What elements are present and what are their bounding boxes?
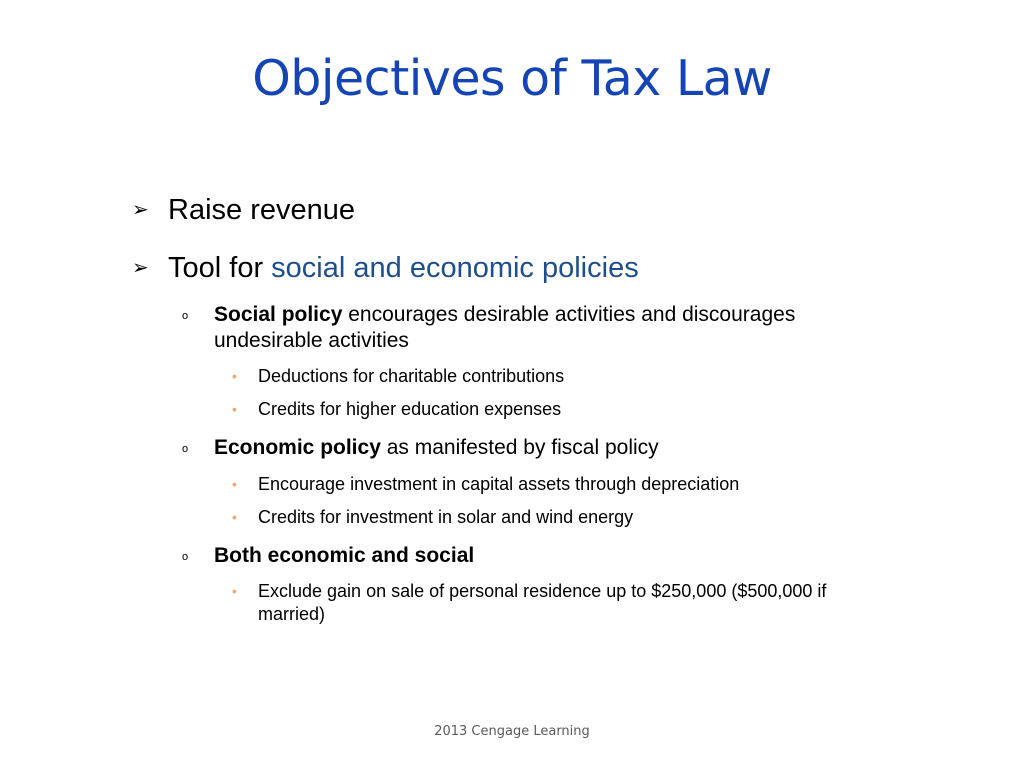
circle-bullet-icon: o — [182, 310, 189, 322]
dot-bullet-icon: • — [232, 509, 237, 525]
policy-item-social — [182, 302, 902, 354]
dot-bullet-icon: • — [232, 583, 237, 599]
policy-item-economic — [182, 435, 902, 461]
circle-bullet-icon: o — [182, 443, 189, 455]
bullet-tool-for-policies — [132, 251, 639, 285]
slide-footer: 2013 Cengage Learning — [434, 724, 590, 739]
policy-example — [232, 506, 892, 529]
policy-example-text: Exclude gain on sale of personal residence up to $250,000 ($500,000 if married) — [258, 581, 827, 624]
dot-bullet-icon: • — [232, 401, 237, 417]
policy-example — [232, 580, 892, 626]
policy-example-text: Credits for higher education expenses — [258, 399, 562, 419]
arrow-bullet-icon: ➢ — [132, 257, 149, 279]
policy-example-text: Deductions for charitable contributions — [258, 366, 565, 386]
policy-description: as manifested by fiscal policy — [380, 436, 659, 459]
dot-bullet-icon: • — [232, 368, 237, 384]
bullet-raise-revenue — [132, 193, 355, 227]
policy-label: Economic policy — [214, 436, 381, 459]
policy-example — [232, 365, 892, 388]
circle-bullet-icon: o — [182, 551, 189, 563]
policy-example — [232, 398, 892, 421]
policy-label: Social policy — [214, 303, 343, 326]
bullet-text: Tool for — [168, 252, 272, 284]
policy-example-text: Credits for investment in solar and wind energy — [258, 507, 634, 527]
policy-item-both — [182, 543, 902, 569]
bullet-accent-text: social and economic policies — [271, 252, 639, 284]
dot-bullet-icon: • — [232, 476, 237, 492]
policy-label: Both economic and social — [214, 544, 475, 567]
policy-description: encourages desirable activities and discourages undesirable activities — [214, 303, 796, 352]
slide-title: Objectives of Tax Law — [252, 50, 772, 107]
arrow-bullet-icon: ➢ — [132, 199, 149, 221]
bullet-text: Raise revenue — [168, 194, 355, 226]
policy-example-text: Encourage investment in capital assets through depreciation — [258, 474, 740, 494]
policy-example — [232, 473, 892, 496]
